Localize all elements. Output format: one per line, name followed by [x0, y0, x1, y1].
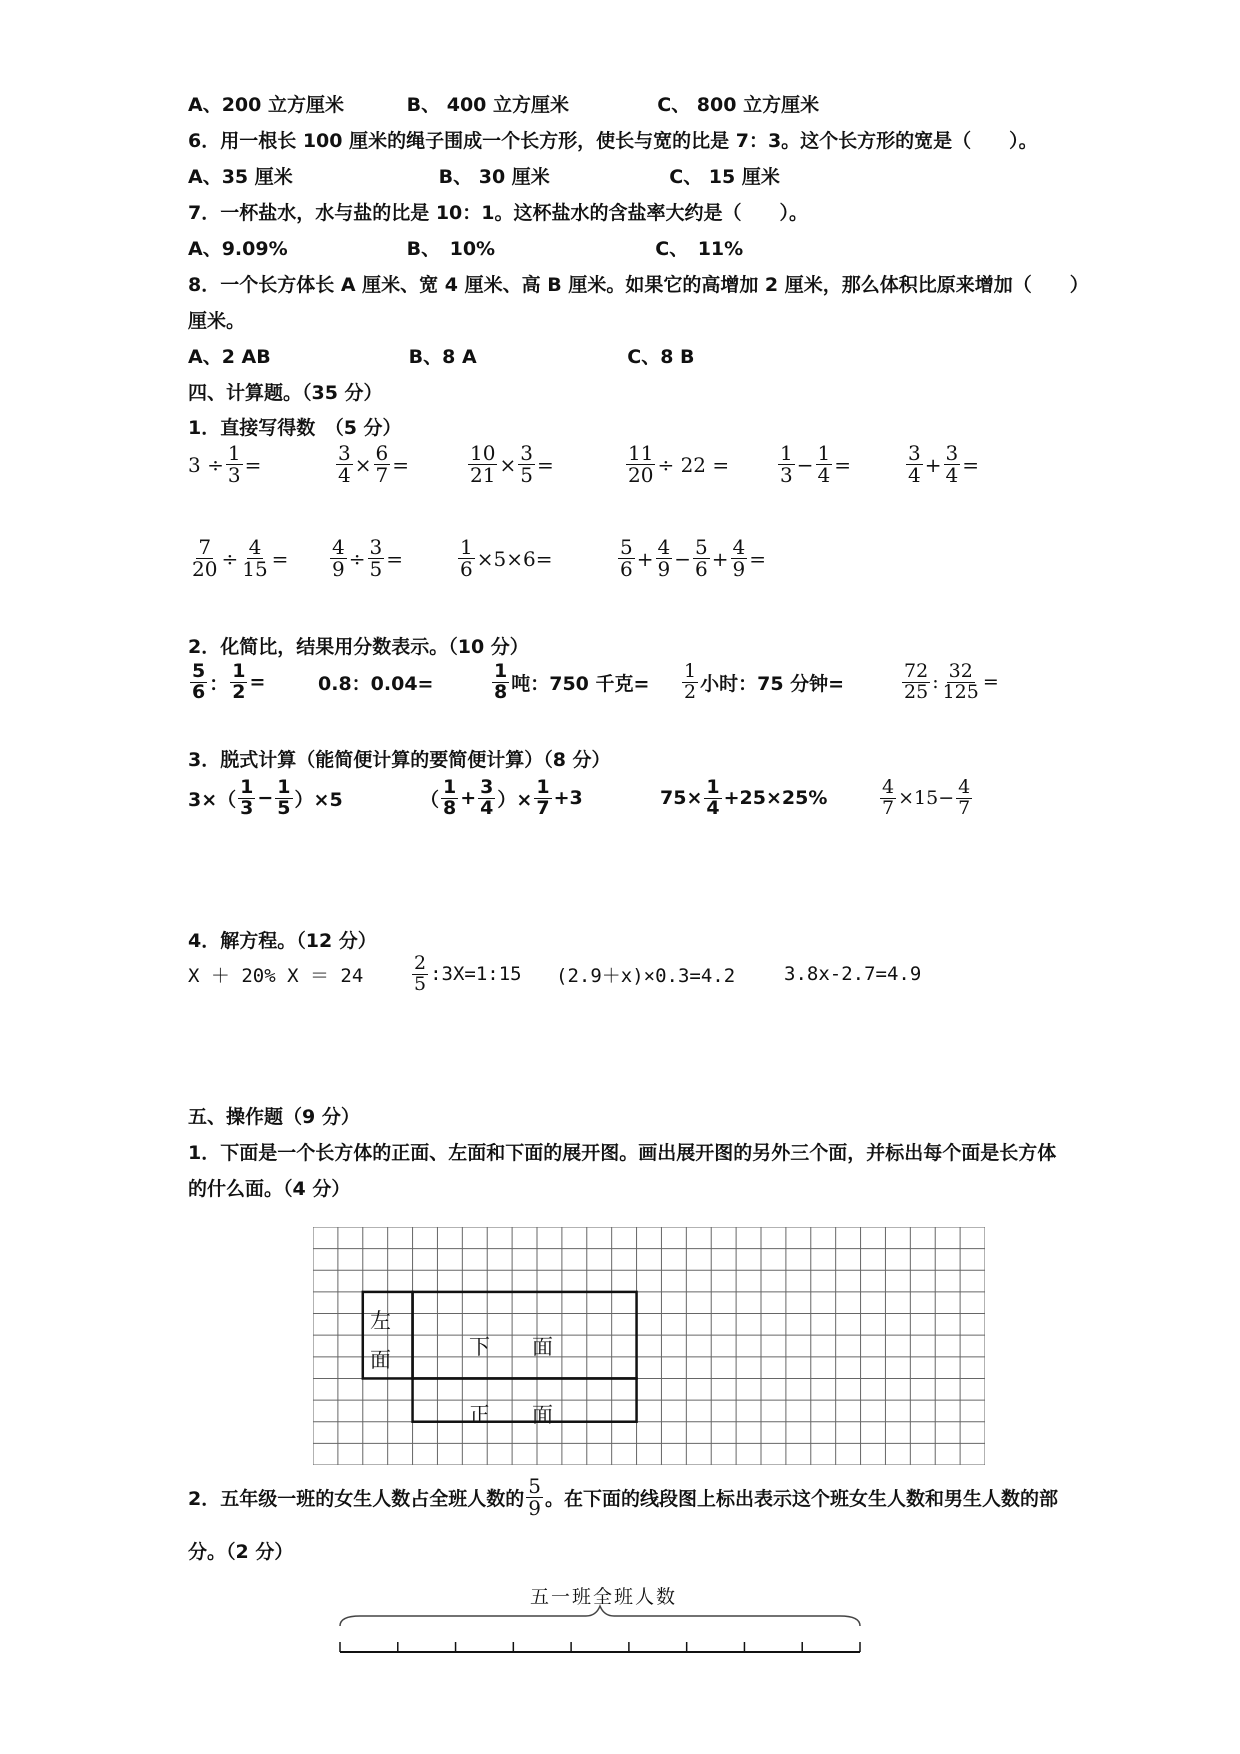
- calc-1-1: 3 ÷ $\frac{1}{3}$ =: [188, 441, 262, 487]
- left-face-label-2: 面: [370, 1348, 391, 1372]
- q8-option-a: A、2 AB: [188, 346, 271, 368]
- q5-options: [188, 90, 819, 117]
- s5-q2-line1: 2．五年级一班的女生人数占全班人数的 $\frac{5}{9}$ 。在下面的线段图上标出表示这个班女生人数和男生人数的部: [188, 1474, 1058, 1520]
- calc-1-3: $\frac{10}{21}$ × $\frac{3}{5}$ =: [470, 441, 554, 487]
- calc-2-2: $\frac{4}{9}$ ÷ $\frac{3}{5}$ =: [332, 535, 403, 581]
- left-face-label-1: 左: [370, 1309, 391, 1333]
- q8-question-cont: 厘米。: [188, 310, 246, 332]
- segment-label: 五一班全班人数: [530, 1586, 678, 1608]
- calc-1-2: $\frac{3}{4}$ × $\frac{6}{7}$ =: [338, 441, 409, 487]
- p2-title: 2．化简比，结果用分数表示。（10 分）: [188, 636, 529, 658]
- calc-row-1: [188, 443, 979, 486]
- calc-2-1: $\frac{7}{20}$ ÷ $\frac{4}{15}$ =: [192, 535, 289, 581]
- calc-2-4: $\frac{5}{6}$ + $\frac{4}{9}$ − $\frac{5}{6}$ + $\frac{4}{9}$ =: [620, 535, 766, 581]
- p4-title: 4．解方程。（12 分）: [188, 930, 377, 952]
- s5-q1-line2: 的什么面。（4 分）: [188, 1178, 351, 1200]
- q6-option-a: A、35 厘米: [188, 166, 293, 188]
- segment-diagram: [330, 1604, 870, 1664]
- step-4: $\frac{4}{7}$ ×15− $\frac{4}{7}$: [882, 776, 971, 819]
- p1-title: 1．直接写得数 （5 分）: [188, 417, 402, 439]
- calc-1-5: $\frac{1}{3}$ − $\frac{1}{4}$ =: [780, 441, 851, 487]
- q5-option-a: A、200 立方厘米: [188, 94, 344, 116]
- q7-option-a: A、9.09%: [188, 238, 288, 260]
- s5-q2-line2: 分。（2 分）: [188, 1541, 294, 1563]
- eq-row: [188, 954, 921, 995]
- step-2: （ $\frac{1}{8}$ + $\frac{3}{4}$ ）× $\frac{1}{7}$ +3: [420, 776, 583, 819]
- unfolding-grid: [313, 1227, 985, 1465]
- q7-option-b: B、 10%: [406, 238, 496, 260]
- step-3: 75× $\frac{1}{4}$ +25×25%: [660, 776, 828, 819]
- front-face-label: 正 面: [469, 1403, 553, 1427]
- q6-option-b: B、 30 厘米: [438, 166, 550, 188]
- p3-title: 3．脱式计算（能简便计算的要简便计算）（8 分）: [188, 749, 611, 771]
- eq-1: X ＋ 20% X ＝ 24: [188, 964, 364, 987]
- q7-options: [188, 234, 743, 261]
- bottom-face-label: 下 面: [469, 1335, 553, 1359]
- q7-option-c: C、 11%: [655, 238, 744, 260]
- ratio-1: $\frac{5}{6}$ ： $\frac{1}{2}$ =: [192, 660, 266, 703]
- ratio-row: [188, 662, 999, 703]
- q8-option-c: C、8 B: [627, 346, 695, 368]
- q6-option-c: C、 15 厘米: [669, 166, 780, 188]
- step-row: [188, 778, 974, 819]
- calc-1-6: $\frac{3}{4}$ + $\frac{3}{4}$ =: [908, 441, 979, 487]
- calc-1-4: $\frac{11}{20}$ ÷ 22 =: [628, 441, 730, 487]
- grid-svg: [313, 1227, 985, 1465]
- q8-option-b: B、8 A: [408, 346, 477, 368]
- ratio-3: $\frac{1}{8}$ 吨：750 千克=: [494, 660, 650, 703]
- q6-options: [188, 162, 780, 189]
- step-1: 3×（ $\frac{1}{3}$ − $\frac{1}{5}$ ）×5: [188, 776, 343, 819]
- q5-option-c: C、 800 立方厘米: [657, 94, 820, 116]
- eq-2: $\frac{2}{5}$ :3X=1:15: [414, 952, 522, 995]
- s5-q1-line1: 1．下面是一个长方体的正面、左面和下面的展开图。画出展开图的另外三个面，并标出每个面是长方体: [188, 1142, 1057, 1164]
- ratio-2: 0.8：0.04=: [318, 672, 434, 695]
- q5-option-b: B、 400 立方厘米: [406, 94, 569, 116]
- q7-question: 7．一杯盐水，水与盐的比是 10：1。这杯盐水的含盐率大约是（ ）。: [188, 202, 808, 224]
- q8-question: 8．一个长方体长 A 厘米、宽 4 厘米、高 B 厘米。如果它的高增加 2 厘米，那么体积比原来增加（ ）: [188, 274, 1089, 296]
- calc-row-2: [188, 537, 766, 580]
- ratio-4: $\frac{1}{2}$ 小时：75 分钟=: [684, 660, 845, 703]
- calc-2-3: $\frac{1}{6}$ ×5×6=: [460, 535, 553, 581]
- section4-title: 四、计算题。（35 分）: [188, 382, 383, 404]
- section5-title: 五、操作题（9 分）: [188, 1106, 360, 1128]
- segment-brace: [340, 1606, 860, 1626]
- q8-options: [188, 342, 695, 369]
- eq-4: 3.8x-2.7=4.9: [784, 963, 922, 986]
- eq-3: (2.9＋x)×0.3=4.2: [556, 964, 736, 987]
- ratio-5: $\frac{72}{25}$ : $\frac{32}{125}$ =: [904, 660, 999, 703]
- q6-question: 6．用一根长 100 厘米的绳子围成一个长方形，使长与宽的比是 7：3。这个长方形的宽是（ ）。: [188, 130, 1038, 152]
